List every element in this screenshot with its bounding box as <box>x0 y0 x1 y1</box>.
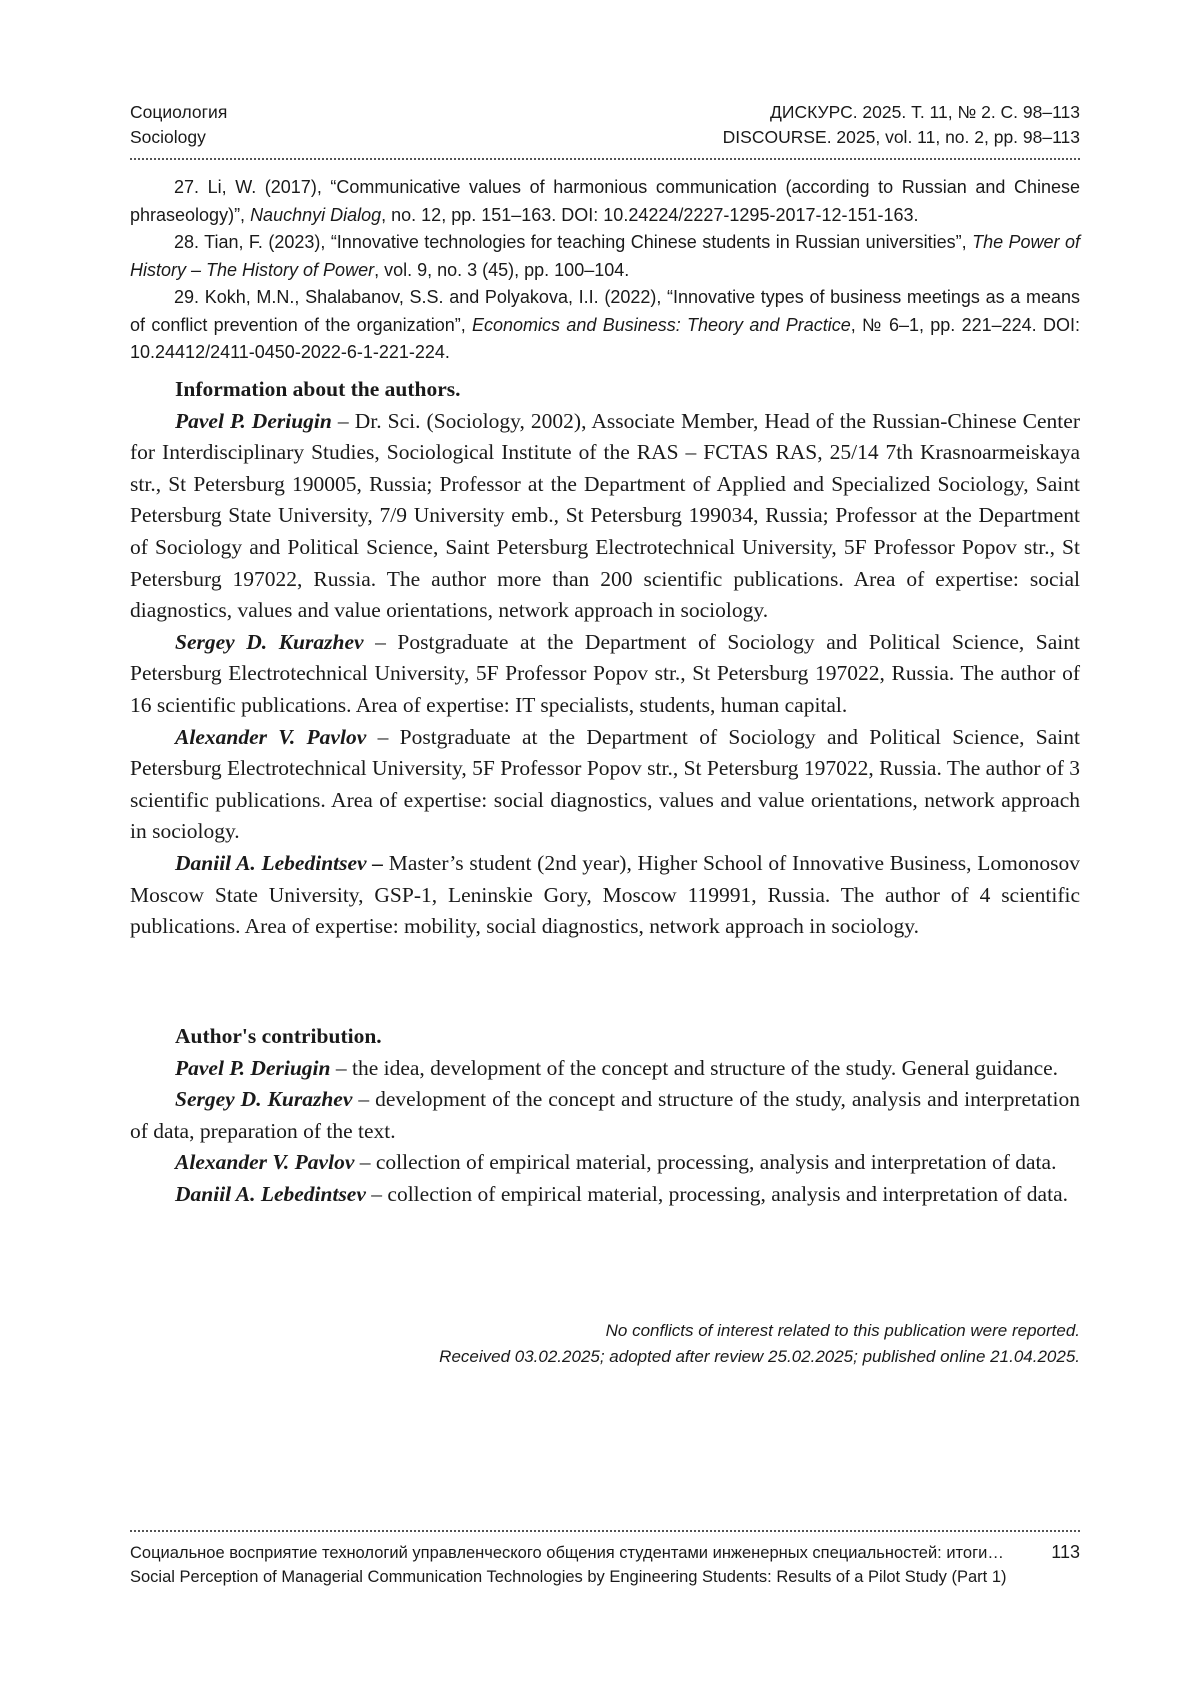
reference-item: 29. Kokh, M.N., Shalabanov, S.S. and Polyakova, I.I. (2022), “Innovative types of business meetings as a means of conflict prevention of the organization”, Economics and Business: Theory and Practice, № 6–1, pp. 221–224. DOI: 10.24412/2411-0450-2022-6-1-221-224. <box>130 287 1080 362</box>
author-name: Daniil A. Lebedintsev <box>175 1181 366 1206</box>
contribution-entry: Alexander V. Pavlov – collection of empirical material, processing, analysis and interpretation of data. <box>175 1150 1057 1175</box>
header-journal-en: DISCOURSE. 2025, vol. 11, no. 2, pp. 98–113 <box>722 127 1080 147</box>
reference-source: The Power of History – The History of Power <box>130 232 1080 280</box>
reference-list <box>130 174 1080 367</box>
reference-source: Nauchnyi Dialog <box>250 204 382 225</box>
page <box>130 0 1080 1697</box>
section-title: Author's contribution. <box>175 1024 382 1048</box>
publication-notes <box>130 1318 1080 1370</box>
contribution-entry: Daniil A. Lebedintsev – collection of empirical material, processing, analysis and interpretation of data. <box>175 1181 1068 1206</box>
author-entry: Alexander V. Pavlov – Postgraduate at the Department of Sociology and Political Science, Saint Petersburg Electrotechnical University, 5F Professor Popov str., St Petersburg 197022, Russia. The author of 3 scientific publications. Area of expertise: social diagnostics, values and value orientations, network approach in sociology. <box>130 724 1081 844</box>
author-entry: Daniil A. Lebedintsev – Master’s student (2nd year), Higher School of Innovative Business, Lomonosov Moscow State University, GSP-1, Leninskie Gory, Moscow 119991, Russia. The author of 4 scientific publications. Area of expertise: mobility, social diagnostics, network approach in sociology. <box>130 850 1080 939</box>
running-header <box>130 100 1080 150</box>
contribution-section <box>130 1021 1080 1211</box>
author-name: Daniil A. Lebedintsev – <box>175 850 384 875</box>
footer-divider <box>130 1530 1080 1532</box>
author-name: Alexander V. Pavlov <box>175 1150 355 1175</box>
publication-dates: Received 03.02.2025; adopted after review 25.02.2025; published online 21.04.2025. <box>439 1347 1080 1366</box>
author-entry: Pavel P. Deriugin – Dr. Sci. (Sociology, 2002), Associate Member, Head of the Russian-Chinese Center for Interdisciplinary Studies, Sociological Institute of the RAS – FCTAS RAS, 25/14 7th Krasnoarmeiskaya str., St Petersburg 190005, Russia; Professor at the Department of Applied and Specialized Sociology, Saint Petersburg State University, 7/9 University emb., St Petersburg 199034, Russia; Professor at the Department of Sociology and Political Science, Saint Petersburg Electrotechnical University, 5F Professor Popov str., St Petersburg 197022, Russia. The author more than 200 scientific publications. Area of expertise: social diagnostics, values and value orientations, network approach in sociology. <box>130 408 1080 623</box>
author-name: Alexander V. Pavlov <box>175 724 367 749</box>
footer-title-ru: Социальное восприятие технологий управленческого общения студентами инженерных специальностей: итоги… <box>130 1544 1004 1562</box>
authors-info-section <box>130 374 1080 943</box>
header-section-ru: Социология <box>130 102 228 122</box>
header-divider <box>130 158 1080 160</box>
footer-title-en: Social Perception of Managerial Communication Technologies by Engineering Students: Results of a Pilot Study (Part 1) <box>130 1568 1007 1586</box>
reference-item: 28. Tian, F. (2023), “Innovative technologies for teaching Chinese students in Russian universities”, The Power of History – The History of Power, vol. 9, no. 3 (45), pp. 100–104. <box>130 232 1080 280</box>
author-name: Pavel P. Deriugin <box>175 408 332 433</box>
section-title: Information about the authors. <box>175 377 461 401</box>
page-number: 113 <box>1051 1542 1080 1562</box>
header-journal-ru: ДИСКУРС. 2025. Т. 11, № 2. С. 98–113 <box>770 102 1080 122</box>
running-footer <box>130 1540 1080 1589</box>
header-section-en: Sociology <box>130 127 206 147</box>
contribution-entry: Sergey D. Kurazhev – development of the concept and structure of the study, analysis and interpretation of data, preparation of the text. <box>130 1087 1080 1143</box>
reference-item: 27. Li, W. (2017), “Communicative values of harmonious communication (according to Russian and Chinese phraseology)”, Nauchnyi Dialog, no. 12, pp. 151–163. DOI: 10.24224/2227-1295-2017-12-151-163. <box>130 177 1080 225</box>
author-entry: Sergey D. Kurazhev – Postgraduate at the Department of Sociology and Political Science, Saint Petersburg Electrotechnical University, 5F Professor Popov str., St Petersburg 197022, Russia. The author of 16 scientific publications. Area of expertise: IT specialists, students, human capital. <box>130 629 1080 717</box>
author-name: Sergey D. Kurazhev <box>175 1087 353 1112</box>
conflict-statement: No conflicts of interest related to this publication were reported. <box>605 1321 1080 1340</box>
author-name: Sergey D. Kurazhev <box>175 629 364 654</box>
contribution-entry: Pavel P. Deriugin – the idea, development of the concept and structure of the study. General guidance. <box>175 1055 1059 1080</box>
author-name: Pavel P. Deriugin <box>175 1055 331 1080</box>
reference-source: Economics and Business: Theory and Practice <box>472 314 851 335</box>
